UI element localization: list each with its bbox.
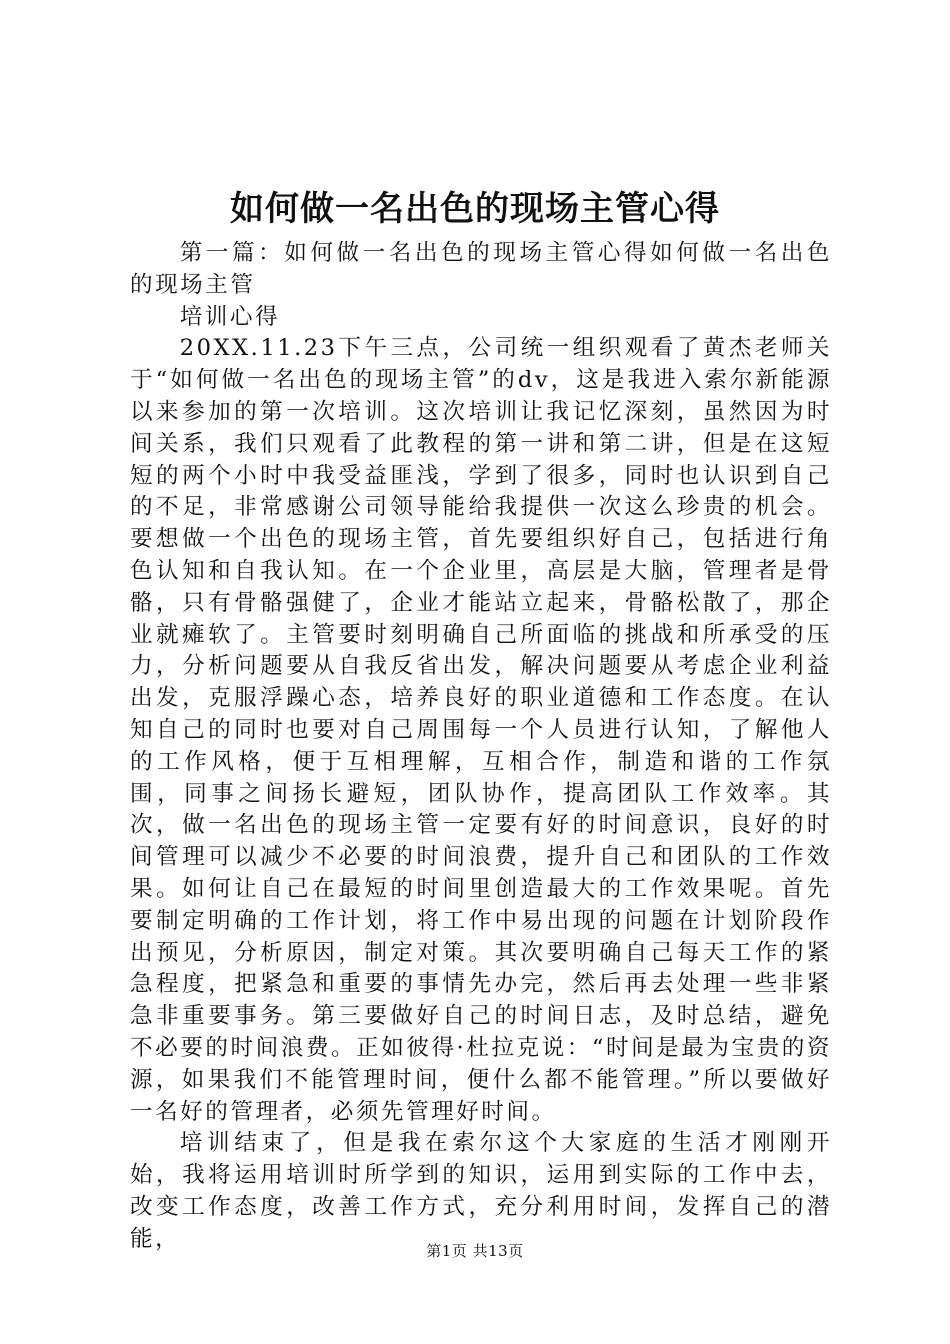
- paragraph-closing: 培训结束了，但是我在索尔这个大家庭的生活才刚刚开始，我将运用培训时所学到的知识，运用到实际的工作中去，改变工作态度，改善工作方式，充分利用时间，发挥自己的潜能，: [130, 1130, 832, 1252]
- paragraph-main: 20XX.11.23下午三点，公司统一组织观看了黄杰老师关于“如何做一名出色的现场主管”的dv，这是我进入索尔新能源以来参加的第一次培训。这次培训让我记忆深刻，虽然因为时间关系，我们只观看了此教程的第一讲和第二讲，但是在这短短的两个小时中我受益匪浅，学到了很多，同时也认识到自己的不足，非常感谢公司领导能给我提供一次这么珍贵的机会。要想做一个出色的现场主管，首先要组织好自己，包括进行角色认知和自我认知。在一个企业里，高层是大脑，管理者是骨骼，只有骨骼强健了，企业才能站立起来，骨骼松散了，那企业就瘫软了。主管要时刻明确自己所面临的挑战和所承受的压力，分析问题要从自我反省出发，解决问题要从考虑企业利益出发，克服浮躁心态，培养良好的职业道德和工作态度。在认知自己的同时也要对自己周围每一个人员进行认知，了解他人的工作风格，便于互相理解，互相合作，制造和谐的工作氛围，同事之间扬长避短，团队协作，提高团队工作效率。其次，做一名出色的现场主管一定要有好的时间意识，良好的时间管理可以减少不必要的时间浪费，提升自己和团队的工作效果。如何让自己在最短的时间里创造最大的工作效果呢。首先要制定明确的工作计划，将工作中易出现的问题在计划阶段作出预见，分析原因，制定对策。其次要明确自己每天工作的紧急程度，把紧急和重要的事情先办完，然后再去处理一些非紧急非重要事务。第三要做好自己的时间日志，及时总结，避免不必要的时间浪费。正如彼得·杜拉克说：“时间是最为宝贵的资源，如果我们不能管理时间，便什么都不能管理。”所以要做好一名好的管理者，必须先管理好时间。: [130, 335, 832, 1125]
- document-title: 如何做一名出色的现场主管心得: [230, 189, 720, 229]
- paragraph-heading: 第一篇：如何做一名出色的现场主管心得如何做一名出色的现场主管: [130, 240, 832, 298]
- document-body: [130, 238, 832, 1256]
- page-number-footer: 第1页 共13页: [426, 1242, 524, 1260]
- paragraph-subheading: 培训心得: [179, 303, 281, 330]
